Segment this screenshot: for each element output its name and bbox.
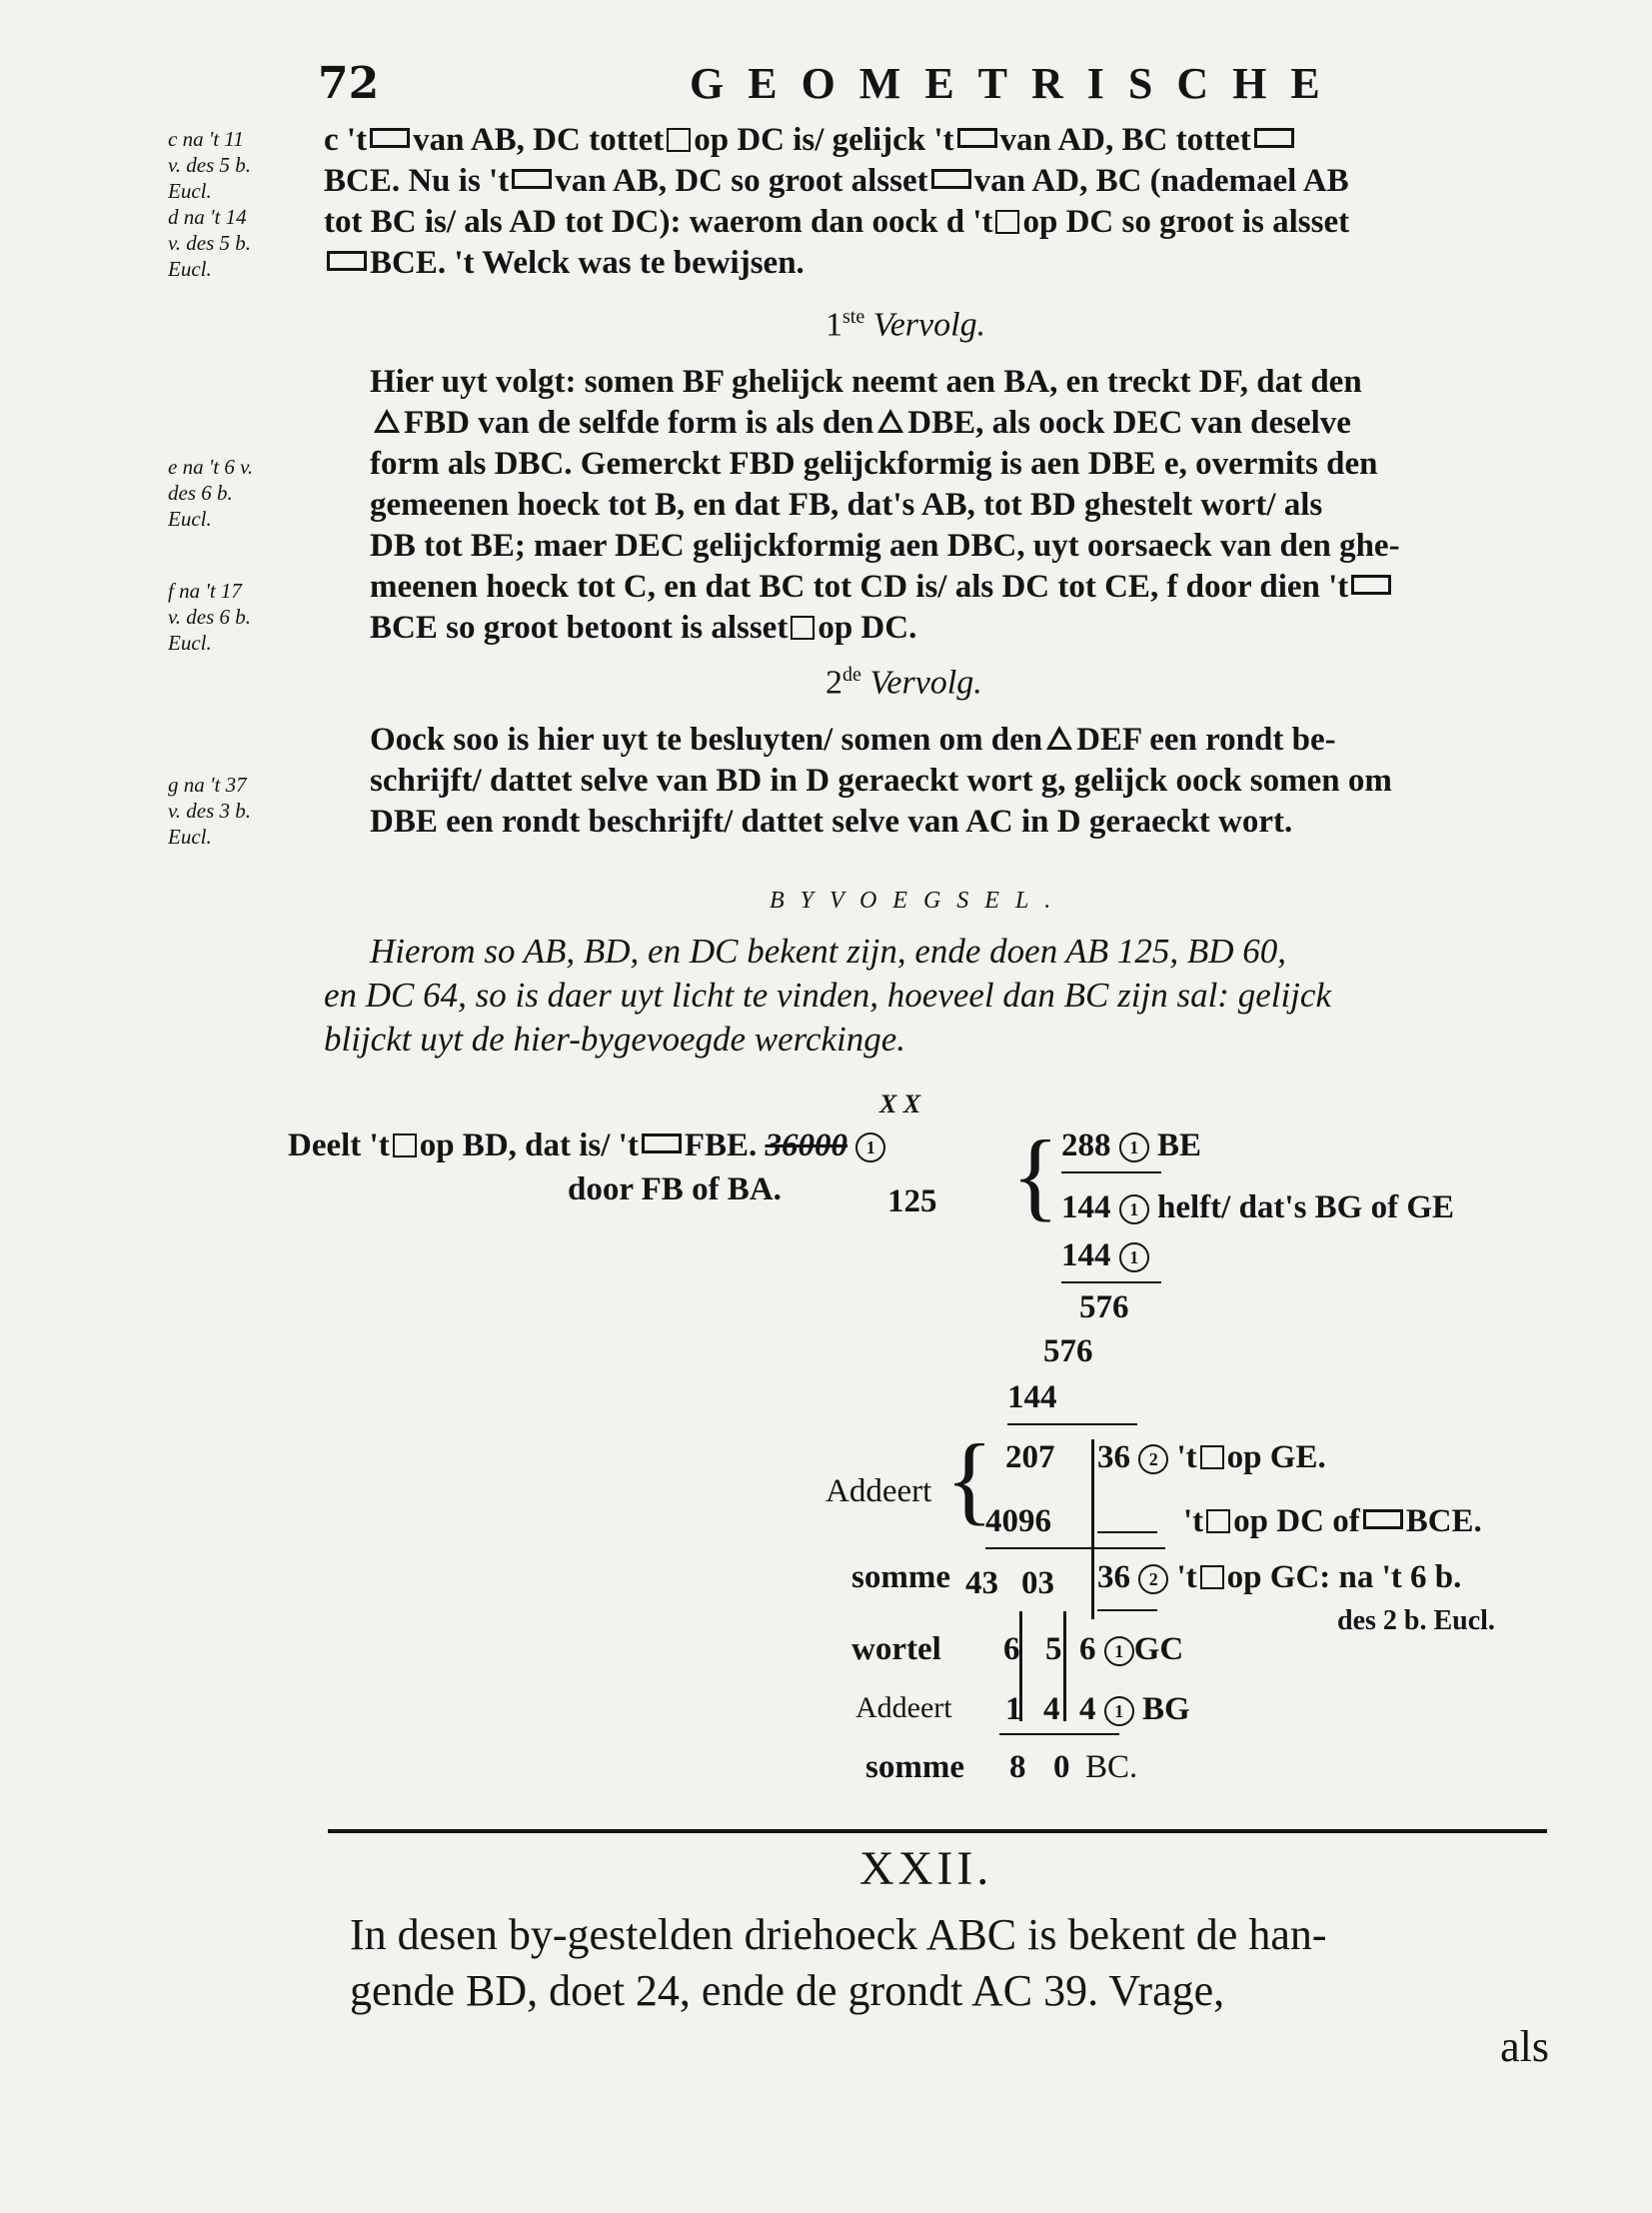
divisor: 125 [887,1183,937,1219]
addeert-4b: 4 1 BG [1079,1691,1190,1727]
partial-576-a: 576 [1079,1289,1129,1325]
page-number: 72 [318,58,380,109]
brace-quotient: { [1011,1119,1059,1230]
triangle-symbol [374,409,400,433]
margin-note-f: f na 't 17 v. des 6 b. Eucl. [168,579,252,655]
wortel-label: wortel [851,1631,941,1667]
square-symbol [1206,1509,1230,1533]
section-rule [328,1829,1547,1833]
somme-label-2: somme [865,1749,964,1785]
wortel-5: 5 [1045,1631,1062,1667]
square-symbol [1200,1565,1224,1589]
value-288: 288 1 BE [1061,1127,1202,1163]
rectangle-symbol [931,169,971,189]
ring-one: 1 [1119,1194,1149,1224]
calc-scratch: X X [879,1090,921,1118]
value-20736-tail: 36 2 't op GE. [1097,1439,1326,1475]
somme-label: somme [851,1559,950,1595]
ring-one: 1 [1104,1696,1134,1726]
rectangle-symbol [957,128,997,148]
square-symbol [667,128,691,152]
value-144-multiplier: 144 1 [1061,1237,1149,1274]
dc-square-text: 't op DC of BCE. [1183,1503,1482,1539]
rectangle-symbol [1351,575,1391,595]
heading-tweede-vervolg: 2de Vervolg. [826,664,982,702]
calc-deelt-line: Deelt 't op BD, dat is/ 't FBE. 36000 1 [288,1127,885,1164]
paragraph-proof-end: c 't van AB, DC tottet op DC is/ gelijck 't van AD, BC tottet BCE. Nu is 't van AB, DC so groot alsset van AD, BC (nademael AB tot BC is/ als AD tot DC): waerom dan oock d 't op DC so groot is alsset BCE. 't Welck was te bewijsen. [324,122,1350,281]
rectangle-symbol [370,128,410,148]
ring-two: 2 [1138,1564,1168,1594]
partial-144: 144 [1007,1379,1057,1415]
triangle-symbol [1046,726,1072,750]
wortel-6: 6 [1003,1631,1020,1667]
margin-note-e: e na 't 6 v. des 6 b. Eucl. [168,455,254,531]
ring-two: 2 [1138,1444,1168,1474]
margin-note-g: g na 't 37 v. des 3 b. Eucl. [168,773,252,849]
addeert-label: Addeert [826,1473,932,1509]
addeert-label-2: Addeert [855,1691,952,1724]
problem-number: XXII. [859,1842,993,1895]
running-title: GEOMETRISCHE [690,59,1344,108]
ring-one: 1 [1119,1132,1149,1162]
italic-paragraph: Hierom so AB, BD, en DC bekent zijn, ende doen AB 125, BD 60, en DC 64, so is daer uyt licht te vinden, hoeveel dan BC zijn sal: gelijck blijckt uyt de hier-bygevoegde werckinge. [324,932,1331,1059]
rectangle-symbol [1254,128,1294,148]
result-0: 0 [1053,1749,1070,1785]
brace-addeert: { [945,1423,993,1534]
paragraph-vervolg-1: Hier uyt volgt: somen BF ghelijck neemt aen BA, en treckt DF, dat den FBD van de selfde form is als den DBE, als oock DEC van deselve form als DBC. Gemerckt FBD gelijckformig is aen DBE e, overmits den gemeenen hoeck tot B, en dat FB, dat's AB, tot BD ghestelt wort/ als DB tot BE; maer DEC gelijckformig aen DBC, uyt oorsaeck van den ghe- meenen hoeck tot C, en dat BC tot CD is/ als DC tot CE, f door dien 't BCE so groot betoont is alsset op DC. [370,364,1400,646]
rectangle-symbol [512,169,552,189]
rectangle-symbol [327,251,367,271]
result-bc: BC. [1085,1749,1138,1785]
result-8: 8 [1009,1749,1026,1785]
problem-text: In desen by-gestelden driehoeck ABC is bekent de han- gende BD, doet 24, ende de grondt AC 39. Vrage, als [350,1910,1549,2071]
square-symbol [791,616,815,640]
triangle-symbol [877,409,903,433]
value-20736: 207 [1005,1439,1055,1475]
margin-note-c-d: c na 't 11 v. des 5 b. Eucl. d na 't 14 v. des 5 b. Eucl. [168,127,252,281]
calc-door-line: door FB of BA. [568,1171,782,1207]
partial-576-b: 576 [1043,1333,1093,1369]
ring-one: 1 [1119,1242,1149,1272]
bijvoegsel-heading: BYVOEGSEL. [770,888,1067,914]
square-symbol [995,210,1019,234]
somme-43: 43 [965,1565,998,1601]
addeert-4: 4 [1043,1691,1060,1727]
value-4096: 4096 [985,1503,1051,1539]
square-symbol [1200,1445,1224,1469]
heading-eerste-vervolg: 1ste Vervolg. [826,306,986,344]
addeert-1: 1 [1005,1691,1022,1727]
gc-reference: des 2 b. Eucl. [1337,1605,1495,1636]
ring-one: 1 [855,1132,885,1162]
value-144-helft: 144 1 helft/ dat's BG of GE [1061,1189,1455,1225]
somme-03: 03 [1021,1565,1054,1601]
rectangle-symbol [642,1133,682,1153]
rectangle-symbol [1363,1509,1403,1529]
paragraph-vervolg-2: Oock soo is hier uyt te besluyten/ somen om den DEF een rondt be- schrijft/ dattet selve van BD in D geraeckt wort g, gelijck oock somen om DBE een rondt beschrijft/ dattet selve van AC in D geraeckt wort. [370,722,1392,840]
wortel-6b: 6 1 GC [1079,1631,1184,1667]
somme-36: 36 2 't op GC: na 't 6 b. [1097,1559,1462,1595]
square-symbol [393,1133,417,1157]
ring-one: 1 [1104,1636,1134,1666]
dividend: 36000 [765,1127,848,1163]
